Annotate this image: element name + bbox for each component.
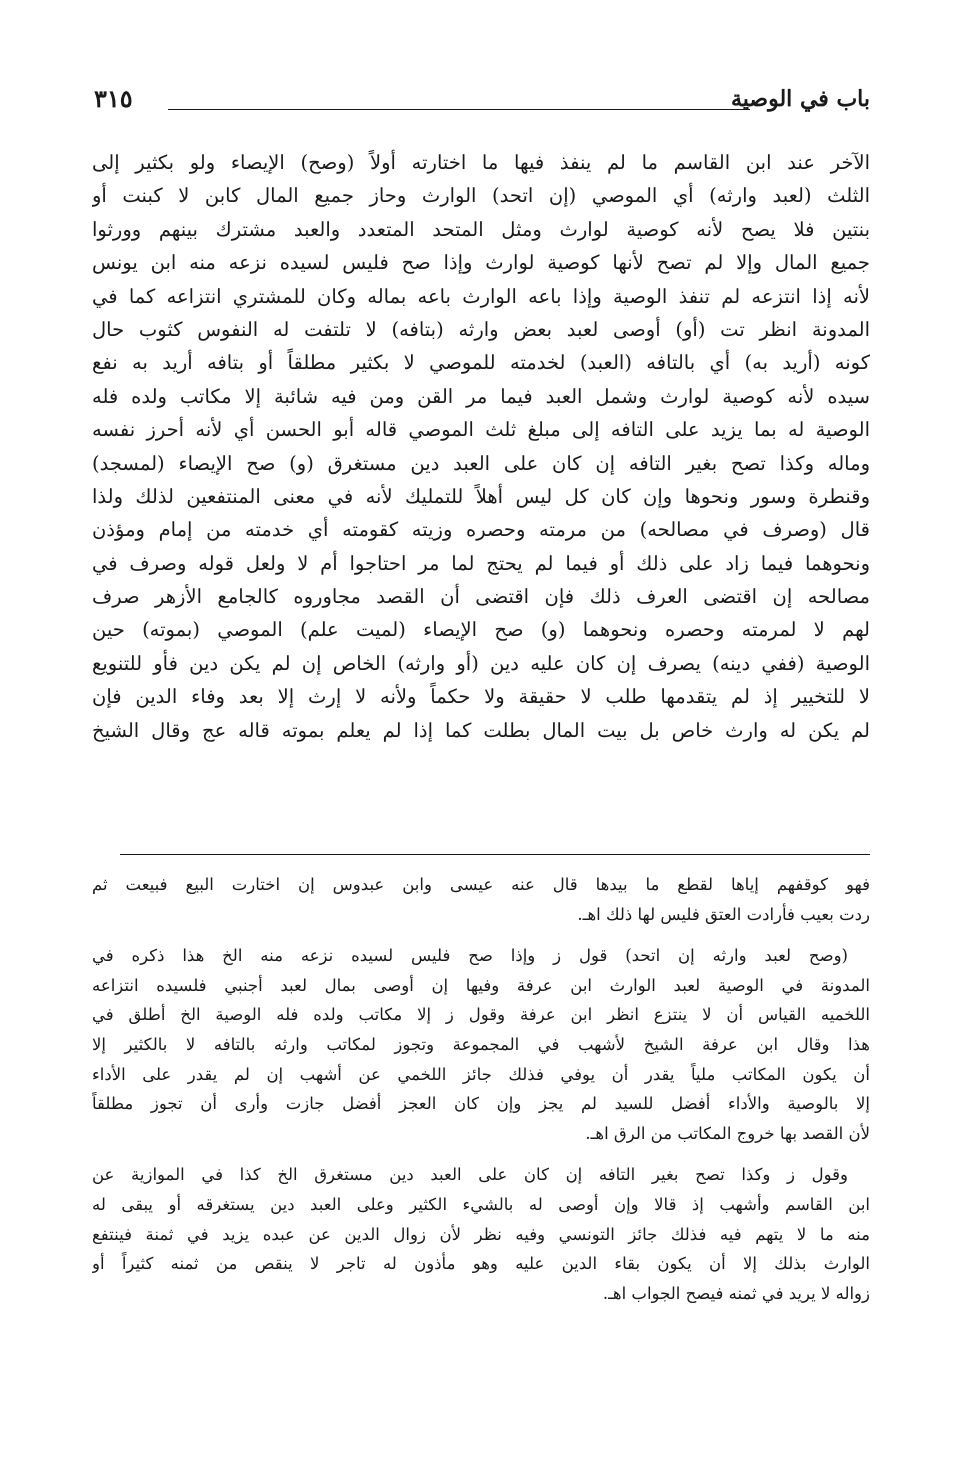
header-rule	[168, 109, 750, 110]
footnote-line: هذا وقال ابن عرفة الشيخ لأشهب في المجموعة وتجوز لمكاتب وارثه بالتافه لا بالكثير إلا	[92, 1034, 870, 1054]
text-line: مصالحه إن اقتضى العرف ذلك فإن اقتضى أن القصد مجاوروه كالجامع الأزهر صرف	[92, 585, 870, 609]
footnote-line: زواله لا يريد في ثمنه فيصح الجواب اهـ.	[602, 1283, 870, 1303]
text-line: الوصية له بما يزيد على التافه إلى مبلغ ثلث الموصي قاله أبو الحسن أي لأنه أحرز نفسه	[92, 418, 870, 442]
text-line: المدونة انظر تت (أو) أوصى لعبد بعض وارثه (بتافه) لا تلتفت له النفوس كثوب حال	[92, 317, 870, 341]
footnote-paragraph	[92, 870, 870, 929]
footnote-line: المدونة في الوصية لعبد الوارث ابن عرفة وفيها إن أوصى بمال لعبد أجنبي فلسيده انتزاعه	[92, 975, 870, 995]
footnote-paragraph	[92, 1160, 870, 1308]
text-line: سيده لأنه كوصية لوارث وشمل العبد فيما مر القن ومن فيه شائبة إلا مكاتب ولده فله	[92, 384, 870, 408]
text-line: جميع المال وإلا لم تصح لأنها كوصية لوارث وإذا صح فليس لسيده نزعه منه ابن يونس	[92, 251, 870, 275]
footnote-line: منه ما لا يتهم فيه فذلك جائز التونسي وفيه نظر لأن زوال الدين عن عبده يزيد في ثمنة فينتفع	[92, 1224, 870, 1244]
text-line: وقنطرة وسور ونحوها وإن كان كل ليس أهلاً للتمليك لأنه في معنى المنتفعين لذلك ولذا	[92, 484, 870, 508]
page-header	[90, 84, 870, 124]
text-line: كونه (أريد به) أي بالتافه (العبد) لخدمته للموصي لا بكثير مطلقاً أو بتافه أريد به نفع	[92, 351, 870, 375]
text-line: ونحوهما فيما زاد على ذلك أو فيما لم يحتج لما مر احتاجوا أم لا ولعل قوله وصرف في	[92, 551, 870, 575]
footnote-line: اللخميه القياس أن لا ينتزع انظر ابن عرفة وقول ز إلا مكاتب ولده فله الوصية الخ أطلق في	[92, 1005, 870, 1025]
text-line: الآخر عند ابن القاسم ما لم ينفذ فيها ما اختارته أولاً (وصح) الإيصاء ولو بكثير إلى	[92, 151, 870, 174]
chapter-title: باب في الوصية	[730, 86, 870, 112]
footnote-paragraph	[92, 941, 870, 1148]
main-text	[92, 146, 870, 747]
footnote-line: أن يكون المكاتب ملياً يقدر أن يوفي فذلك جائز اللخمي عن أشهب إن لم يقدر على الأداء	[92, 1064, 870, 1084]
text-line: لا للتخيير إذ لم يتقدمها طلب لا حقيقة ولا حكماً ولأنه لا إرث إلا بعد وفاء الدين فإن	[92, 685, 870, 709]
text-line: قال (وصرف في مصالحه) من مرمته وحصره وزيته كقومته أي خدمته من إمام ومؤذن	[92, 518, 870, 542]
text-line: لهم لا لمرمته وحصره ونحوهما (و) صح الإيصاء (لميت علم) الموصي (بموته) حين	[92, 618, 870, 642]
text-line: الوصية (ففي دينه) يصرف إن كان عليه دين (أو وارثه) الخاص إن لم يكن دين فأو للتنويع	[92, 651, 870, 675]
footnote-line: ردت بعيب فأرادت العتق فليس لها ذلك اهـ.	[577, 904, 870, 924]
footnote-line: إلا بالوصية والأداء أفضل للسيد لم يجز وإن كان العجز أفضل جازت وأرى أن تجوز مطلقاً	[92, 1094, 870, 1114]
footnotes	[92, 870, 870, 1308]
footnote-separator	[120, 854, 870, 855]
text-line: لم يكن له وارث خاص بل بيت المال بطلت كما إذا لم يعلم بموته قاله عج وقال الشيخ	[92, 718, 870, 742]
text-line: لأنه إذا انتزعه لم تنفذ الوصية وإذا باعه الوارث باعه بماله وكان للمشتري انتزاعه كما في	[92, 284, 870, 308]
text-line: الثلث (لعبد وارثه) أي الموصي (إن اتحد) الوارث وحاز جميع المال كابن لا كبنت أو	[92, 184, 870, 208]
footnote-line: (وصح لعبد وارثه إن اتحد) قول ز وإذا صح فليس لسيده نزعه منه الخ هذا ذكره في	[92, 946, 848, 966]
footnote-line: وقول ز وكذا تصح بغير التافه إن كان على العبد دين مستغرق الخ كذا في الموازية عن	[92, 1165, 848, 1185]
footnote-line: فهو كوقفهم إياها لقطع ما بيدها قال عنه عيسى وابن عبدوس إن اختارت البيع فبيعت ثم	[92, 875, 870, 894]
page-number: ٣١٥	[94, 84, 133, 113]
footnote-line: ابن القاسم وأشهب إذ قالا وإن أوصى له بالشيء الكثير وعلى العبد دين يستغرقه أو يبقى له	[92, 1194, 870, 1214]
footnote-line: الوارث بذلك إلا أن يكون بقاء الدين عليه وهو مأذون له تاجر لا ينقص من ثمنه كثيراً أو	[92, 1254, 870, 1274]
text-line: وماله وكذا تصح بغير التافه إن كان على العبد دين مستغرق (و) صح الإيصاء (لمسجد)	[92, 451, 870, 475]
text-line: بنتين فلا يصح لأنه كوصية لوارث ومثل المتحد المتعدد والعبد مشترك بينهم وورثوا	[92, 217, 870, 241]
footnote-line: لأن القصد بها خروج المكاتب من الرق اهـ.	[585, 1123, 870, 1143]
